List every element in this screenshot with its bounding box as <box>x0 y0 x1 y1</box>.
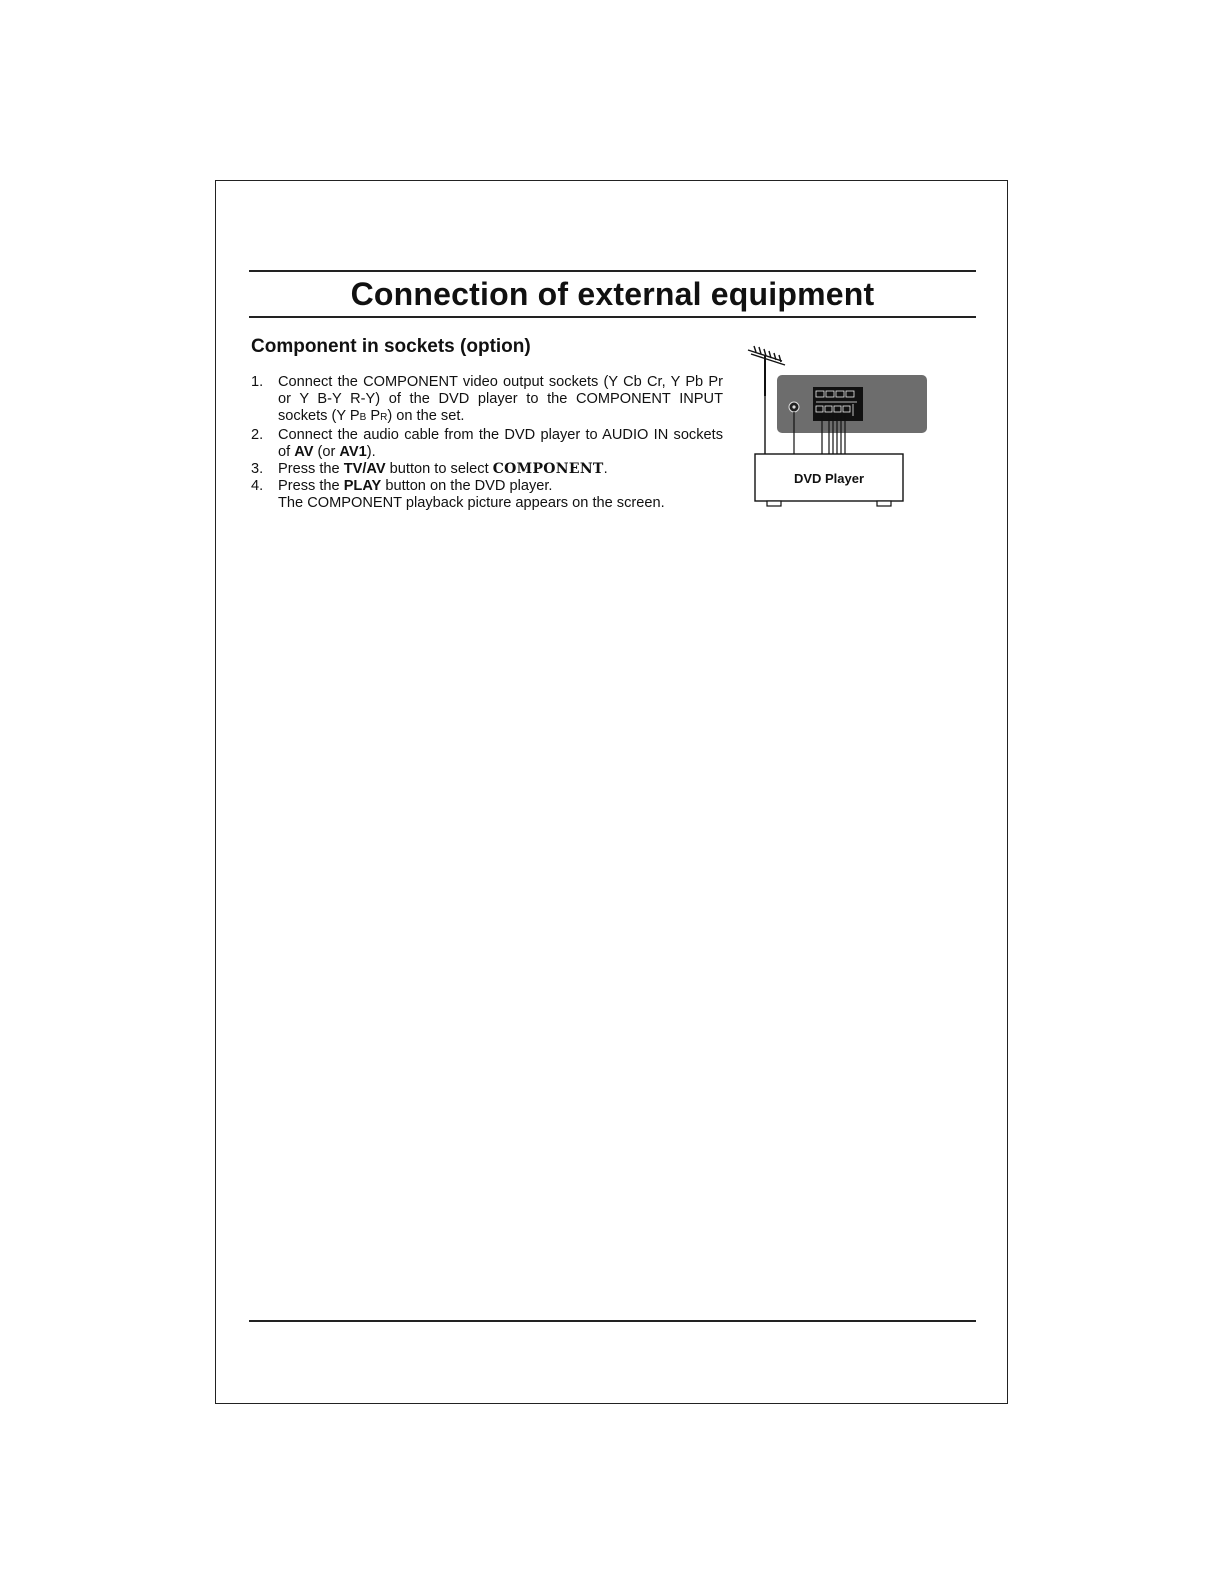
step-bold: TV/AV <box>343 461 386 478</box>
step-number: 3. <box>251 461 264 478</box>
step-1 <box>251 374 723 427</box>
step-number: 4. <box>251 478 264 495</box>
component-socket-block <box>813 387 863 421</box>
step-text: Press the <box>278 478 344 495</box>
dvd-player-label: DVD Player <box>793 471 865 486</box>
step-number: 1. <box>251 374 264 390</box>
step-2 <box>251 427 723 461</box>
dvd-player-icon <box>755 454 903 506</box>
step-text: button on the DVD player. <box>381 478 553 495</box>
step-text: P <box>366 408 381 425</box>
step-text: . <box>603 461 608 478</box>
step-subscript: B <box>359 412 367 424</box>
step-subscript: R <box>380 412 388 424</box>
step-3 <box>251 461 723 478</box>
instruction-steps <box>251 374 723 513</box>
step-text: ). <box>366 443 376 460</box>
step-bold: COMPONENT <box>492 461 604 478</box>
step-text: (or <box>313 443 340 460</box>
step-text: Connect the COMPONENT video output sockets (Y Cb Cr, Y Pb Pr or Y B-Y R-Y) of the DVD player to the COMPONENT INPUT sockets (Y P <box>278 374 723 425</box>
step-text: Connect the audio cable from the DVD player to AUDIO IN sockets of <box>278 426 723 460</box>
step-bold: PLAY <box>343 478 382 495</box>
step-text: The COMPONENT playback picture appears on the screen. <box>278 495 665 512</box>
step-text: ) on the set. <box>387 408 465 425</box>
title-rule-bottom <box>249 316 976 318</box>
page-title: Connection of external equipment <box>350 276 875 312</box>
step-4 <box>251 478 723 512</box>
step-text: button to select <box>385 461 493 478</box>
step-bold: AV <box>294 443 314 460</box>
step-text: Press the <box>278 461 344 478</box>
step-bold: AV1 <box>339 443 367 460</box>
step-number: 2. <box>251 426 264 443</box>
footer-rule <box>249 1320 976 1322</box>
connection-diagram <box>745 344 940 514</box>
antenna-socket-icon <box>789 402 799 412</box>
section-heading: Component in sockets (option) <box>251 336 531 357</box>
